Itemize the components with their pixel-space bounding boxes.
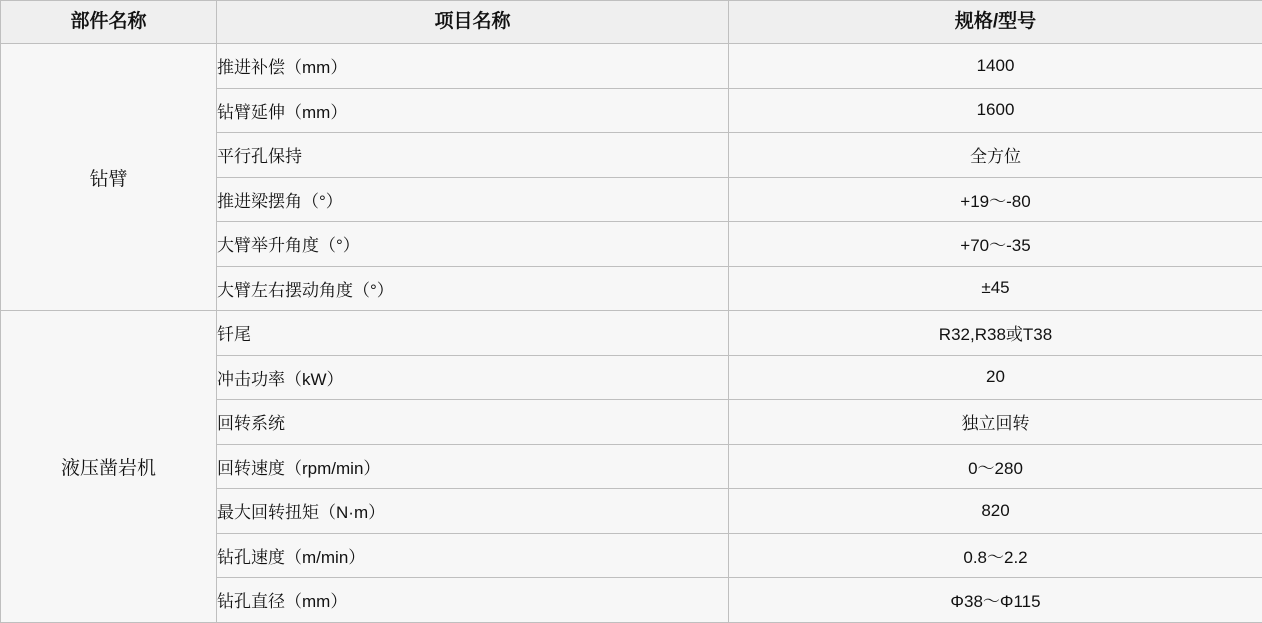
item-name-cell: 推进梁摆角（°）: [217, 177, 729, 222]
item-name-cell: 回转速度（rpm/min）: [217, 444, 729, 489]
spec-value-cell: +70～-35: [729, 222, 1262, 267]
column-header-spec: 规格/型号: [729, 1, 1262, 44]
item-name-cell: 钻孔速度（m/min）: [217, 533, 729, 578]
table-row: [1, 44, 1262, 89]
spec-value-cell: 820: [729, 489, 1262, 534]
spec-value-cell: ±45: [729, 266, 1262, 311]
item-name-cell: 大臂左右摆动角度（°）: [217, 266, 729, 311]
column-header-item: 项目名称: [217, 1, 729, 44]
spec-value-cell: R32,R38或T38: [729, 311, 1262, 356]
spec-value-cell: 全方位: [729, 133, 1262, 178]
spec-value-cell: 20: [729, 355, 1262, 400]
part-name-cell: 钻臂: [1, 44, 217, 311]
item-name-cell: 大臂举升角度（°）: [217, 222, 729, 267]
table-header: [1, 1, 1262, 44]
table-body: [1, 44, 1262, 623]
item-name-cell: 钻孔直径（mm）: [217, 578, 729, 623]
item-name-cell: 平行孔保持: [217, 133, 729, 178]
spec-value-cell: +19～-80: [729, 177, 1262, 222]
item-name-cell: 回转系统: [217, 400, 729, 445]
item-name-cell: 钎尾: [217, 311, 729, 356]
table-header-row: [1, 1, 1262, 44]
item-name-cell: 钻臂延伸（mm）: [217, 88, 729, 133]
spec-value-cell: 1400: [729, 44, 1262, 89]
spec-value-cell: 独立回转: [729, 400, 1262, 445]
spec-value-cell: 0～280: [729, 444, 1262, 489]
item-name-cell: 冲击功率（kW）: [217, 355, 729, 400]
spec-value-cell: 1600: [729, 88, 1262, 133]
table-row: [1, 311, 1262, 356]
part-name-cell: 液压凿岩机: [1, 311, 217, 623]
spec-value-cell: Φ38～Φ115: [729, 578, 1262, 623]
item-name-cell: 最大回转扭矩（N·m）: [217, 489, 729, 534]
item-name-cell: 推进补偿（mm）: [217, 44, 729, 89]
spec-value-cell: 0.8～2.2: [729, 533, 1262, 578]
column-header-part: 部件名称: [1, 1, 217, 44]
